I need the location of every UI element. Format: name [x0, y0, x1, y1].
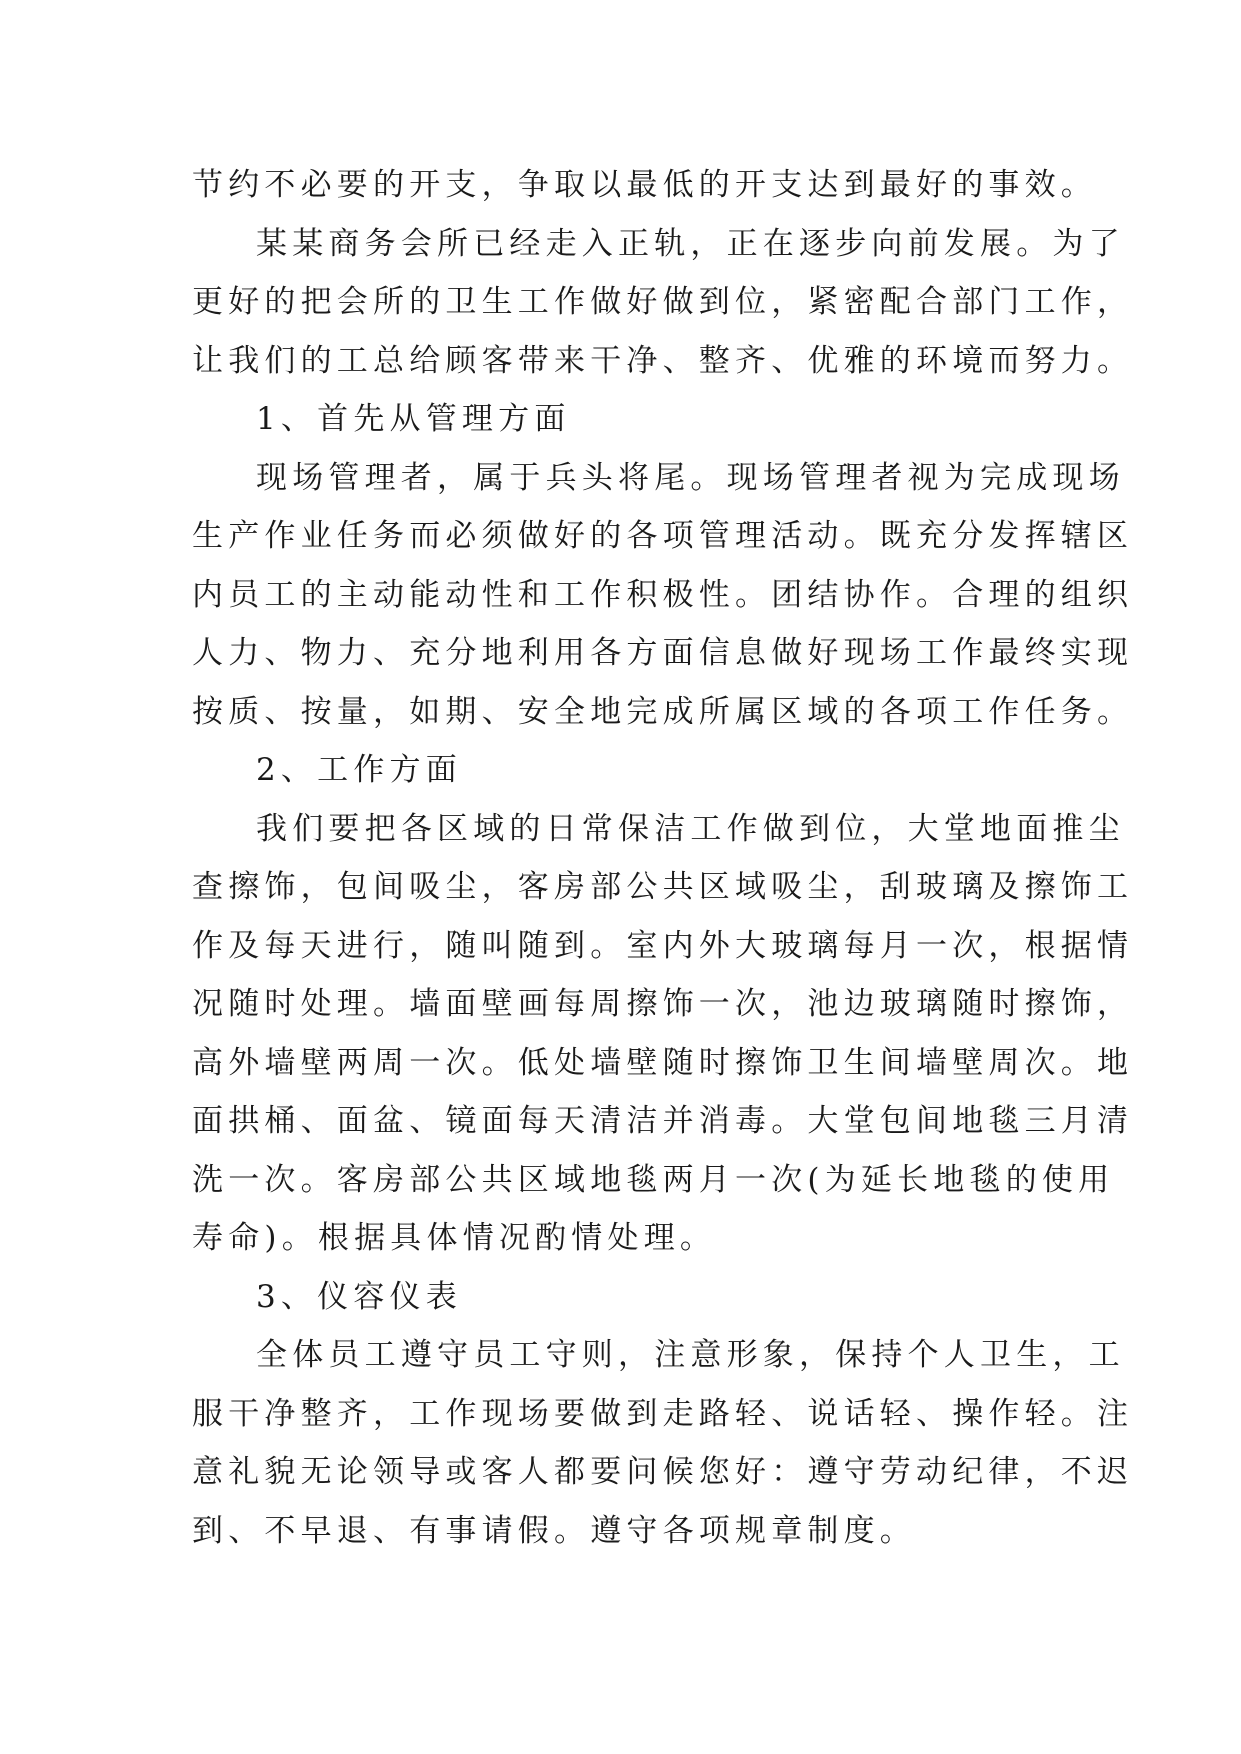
text-line: 查擦饰，包间吸尘，客房部公共区域吸尘，刮玻璃及擦饰工	[192, 869, 1134, 905]
paragraph-start-line: 某某商务会所已经走入正轨，正在逐步向前发展。为了	[256, 225, 1125, 262]
text-line: 更好的把会所的卫生工作做好做到位，紧密配合部门工作，	[192, 284, 1134, 320]
text-line: 寿命)。根据具体情况酌情处理。	[192, 1220, 717, 1256]
paragraph-start-line: 现场管理者，属于兵头将尾。现场管理者视为完成现场	[256, 459, 1125, 496]
document-body	[192, 156, 1134, 1560]
text-line: 生产作业任务而必须做好的各项管理活动。既充分发挥辖区	[192, 518, 1134, 554]
text-line: 作及每天进行，随叫随到。室内外大玻璃每月一次，根据情	[192, 927, 1134, 964]
text-line: 洗一次。客房部公共区域地毯两月一次(为延长地毯的使用	[192, 1161, 1115, 1198]
text-line: 意礼貌无论领导或客人都要问候您好：遵守劳动纪律，不迟	[192, 1454, 1134, 1490]
text-line: 让我们的工总给顾客带来干净、整齐、优雅的环境而努力。	[192, 342, 1134, 379]
text-line: 人力、物力、充分地利用各方面信息做好现场工作最终实现	[192, 635, 1134, 671]
text-line: 节约不必要的开支，争取以最低的开支达到最好的事效。	[192, 167, 1097, 203]
section-heading-1: 1、首先从管理方面	[256, 401, 571, 437]
text-line: 服干净整齐，工作现场要做到走路轻、说话轻、操作轻。注	[192, 1395, 1134, 1432]
text-line: 到、不早退、有事请假。遵守各项规章制度。	[192, 1512, 916, 1549]
section-heading-3: 3、仪容仪表	[256, 1278, 462, 1315]
text-line: 内员工的主动能动性和工作积极性。团结协作。合理的组织	[192, 576, 1134, 613]
paragraph-start-line: 全体员工遵守员工守则，注意形象，保持个人卫生，工	[256, 1337, 1125, 1373]
section-heading-2: 2、工作方面	[256, 752, 462, 788]
text-line: 高外墙壁两周一次。低处墙壁随时擦饰卫生间墙壁周次。地	[192, 1044, 1134, 1081]
text-line: 按质、按量，如期、安全地完成所属区域的各项工作任务。	[192, 693, 1134, 730]
text-line: 面拱桶、面盆、镜面每天清洁并消毒。大堂包间地毯三月清	[192, 1103, 1134, 1139]
paragraph-start-line: 我们要把各区域的日常保洁工作做到位，大堂地面推尘	[256, 810, 1125, 847]
text-line: 况随时处理。墙面壁画每周擦饰一次，池边玻璃随时擦饰，	[192, 986, 1134, 1022]
